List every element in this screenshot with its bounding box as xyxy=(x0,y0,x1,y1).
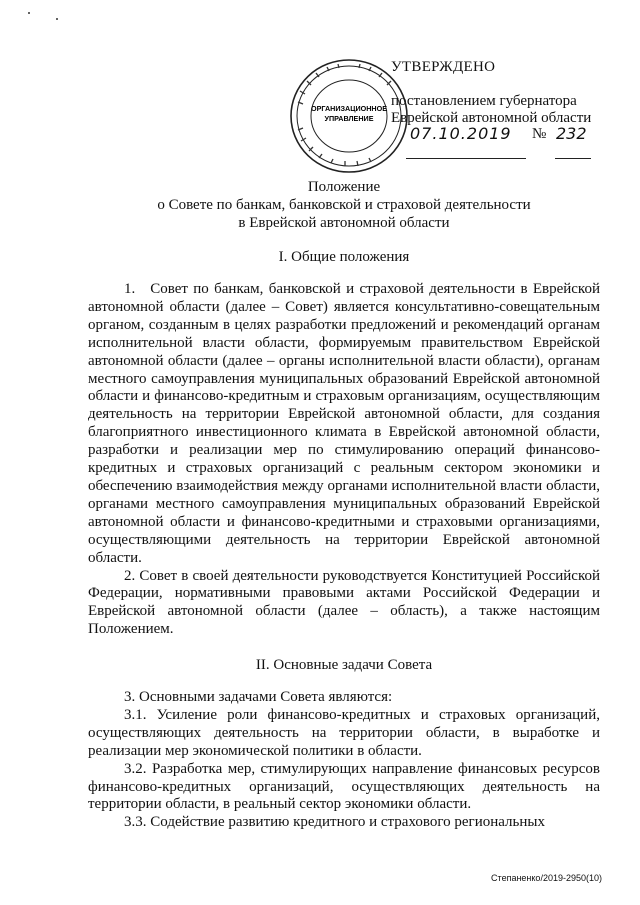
stamp-center-text-2: УПРАВЛЕНИЕ xyxy=(324,114,374,123)
stamp-center-text-1: ОРГАНИЗАЦИОННОЕ xyxy=(310,104,388,113)
decree-number: 232 xyxy=(556,124,587,143)
section-2-heading: II. Основные задачи Совета xyxy=(255,657,433,673)
paragraph-1: 1. Совет по банкам, банковской и страховой деятельности в Еврейской автономной области (далее – Совет) является консультативно-совещательным органом, созданным в целях разработки предложений и рекомендаций органам исполнительной власти области, формируемым правительством Еврейской автономной области (далее – органы исполнительной власти области), органам местного самоуправления муниципальных образований Еврейской автономной области и финансово-кредитным и страховым организациям, осуществляющим деятельность на территории Еврейской автономной области, для создания благоприятного инвестиционного климата в Еврейской автономной области, разработки и реализации мер по стимулированию операций финансово-кредитных и страховых организаций с реальным сектором экономики и обеспечению взаимодействия между органами исполнительной власти области, органами местного самоуправления муниципальных образований Еврейской автономной области и финансово-кредитными и страховыми организациями, осуществляющими деятельность на территории Еврейской автономной области. xyxy=(88,281,600,566)
section-1-body xyxy=(88,281,600,639)
decree-date: 07.10.2019 xyxy=(410,124,512,143)
decree-line-2: Еврейской автономной области xyxy=(391,110,592,126)
footer-reference: Степаненко/2019-2950(10) xyxy=(491,873,602,883)
decree-line-1: постановлением губернатора xyxy=(391,93,577,109)
scan-speck xyxy=(56,18,58,20)
paragraph-3-2: 3.2. Разработка мер, стимулирующих направление финансовых ресурсов финансово-кредитных организаций, осуществляющих деятельность на территории области, в реальный сектор экономики области. xyxy=(88,760,600,813)
paragraph-3-3: 3.3. Содействие развитию кредитного и страхового региональных xyxy=(124,814,545,831)
document-title: Положение xyxy=(307,179,381,195)
document-subtitle-2: в Еврейской автономной области xyxy=(238,215,450,231)
paragraph-3-1: 3.1. Усиление роли финансово-кредитных и страховых организаций, осуществляющих деятельность на территории области, в выработке и реализации мер экономической политики в области. xyxy=(88,706,600,759)
paragraph-2: 2. Совет в своей деятельности руководствуется Конституцией Российской Федерации, нормативными правовыми актами Российской Федерации и Еврейской автономной области (далее – область), а также настоящим Положением. xyxy=(88,567,600,638)
approval-title: УТВЕРЖДЕНО xyxy=(391,59,496,75)
document-subtitle-1: о Совете по банкам, банковской и страховой деятельности xyxy=(157,197,531,213)
section-2-body xyxy=(88,689,600,832)
decree-number-label: № xyxy=(532,126,547,142)
paragraph-3: 3. Основными задачами Совета являются: xyxy=(124,689,393,705)
scan-speck xyxy=(28,12,30,14)
section-1-heading: I. Общие положения xyxy=(278,249,410,265)
